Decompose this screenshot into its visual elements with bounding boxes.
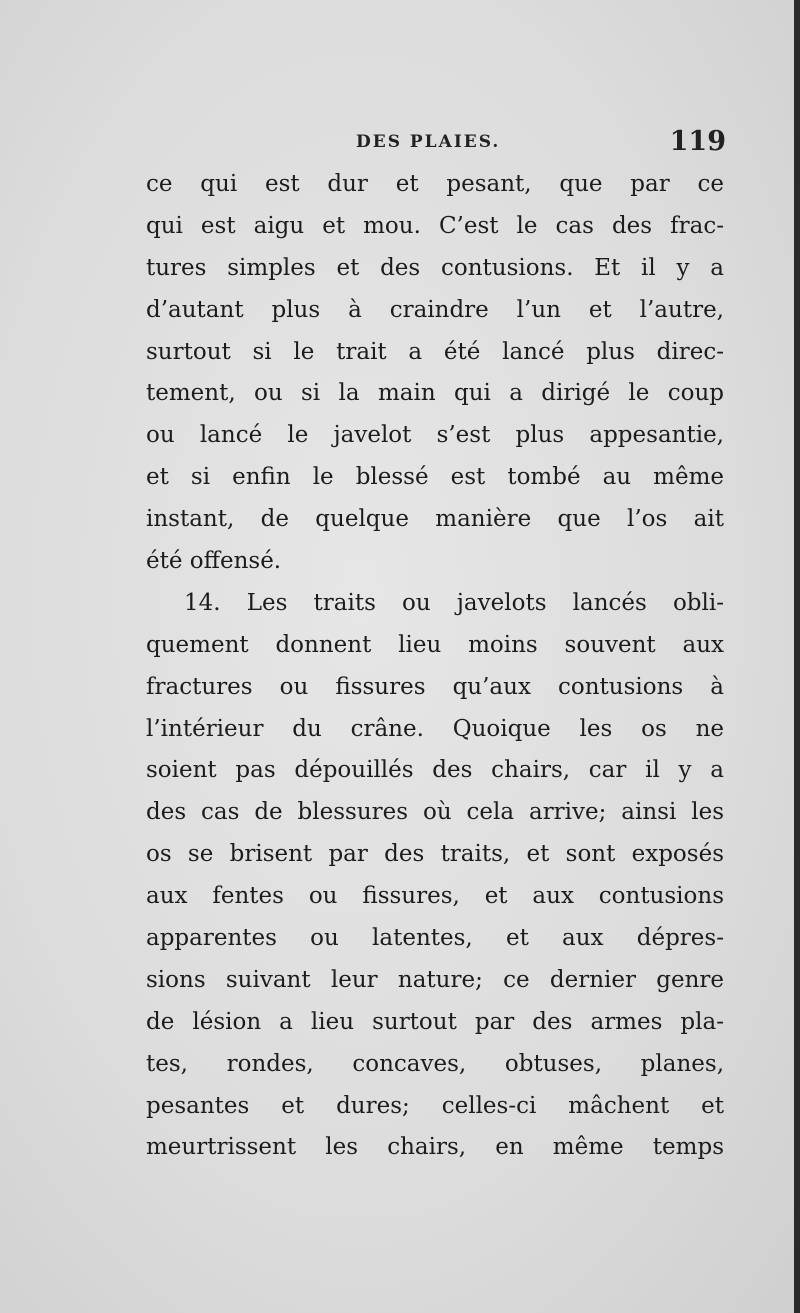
text-line: des cas de blessures où cela arrive; ainsi les (146, 799, 724, 826)
text-line: et si enfin le blessé est tombé au même (146, 464, 724, 491)
text-line: été offensé. (146, 548, 282, 575)
text-line: sions suivant leur nature; ce dernier genre (146, 966, 724, 993)
text-line: apparentes ou latentes, et aux dépres- (146, 925, 724, 952)
text-line: soient pas dépouillés des chairs, car il y a (146, 757, 724, 784)
text-line: os se brisent par des traits, et sont exposés (146, 841, 724, 868)
text-line: aux fentes ou fissures, et aux contusions (146, 883, 724, 910)
text-line: fractures ou fissures qu’aux contusions à (146, 673, 724, 700)
text-line: instant, de quelque manière que l’os ait (146, 506, 724, 533)
text-line: qui est aigu et mou. C’est le cas des frac- (146, 212, 724, 239)
page-edge-shadow (794, 0, 800, 1313)
text-line: tes, rondes, concaves, obtuses, planes, (146, 1050, 724, 1077)
text-line: d’autant plus à craindre l’un et l’autre, (146, 296, 724, 323)
page-number: 119 (669, 126, 726, 157)
text-line: pesantes et dures; celles-ci mâchent et (146, 1092, 724, 1119)
paragraph-start-line: 14. Les traits ou javelots lancés obli- (184, 589, 724, 616)
text-line: tement, ou si la main qui a dirigé le coup (146, 380, 724, 407)
text-line: surtout si le trait a été lancé plus direc- (146, 338, 724, 365)
text-line: ce qui est dur et pesant, que par ce (146, 171, 724, 197)
text-line: meurtrissent les chairs, en même temps (146, 1134, 724, 1161)
text-line: ou lancé le javelot s’est plus appesantie, (146, 422, 724, 449)
running-head: DES PLAIES. (356, 132, 501, 152)
text-line: de lésion a lieu surtout par des armes pla- (146, 1008, 724, 1035)
body-text (146, 164, 724, 1169)
text-line: tures simples et des contusions. Et il y a (146, 254, 724, 281)
text-line: quement donnent lieu moins souvent aux (146, 631, 724, 658)
text-line: l’intérieur du crâne. Quoique les os ne (146, 715, 724, 742)
page-header (148, 128, 726, 158)
